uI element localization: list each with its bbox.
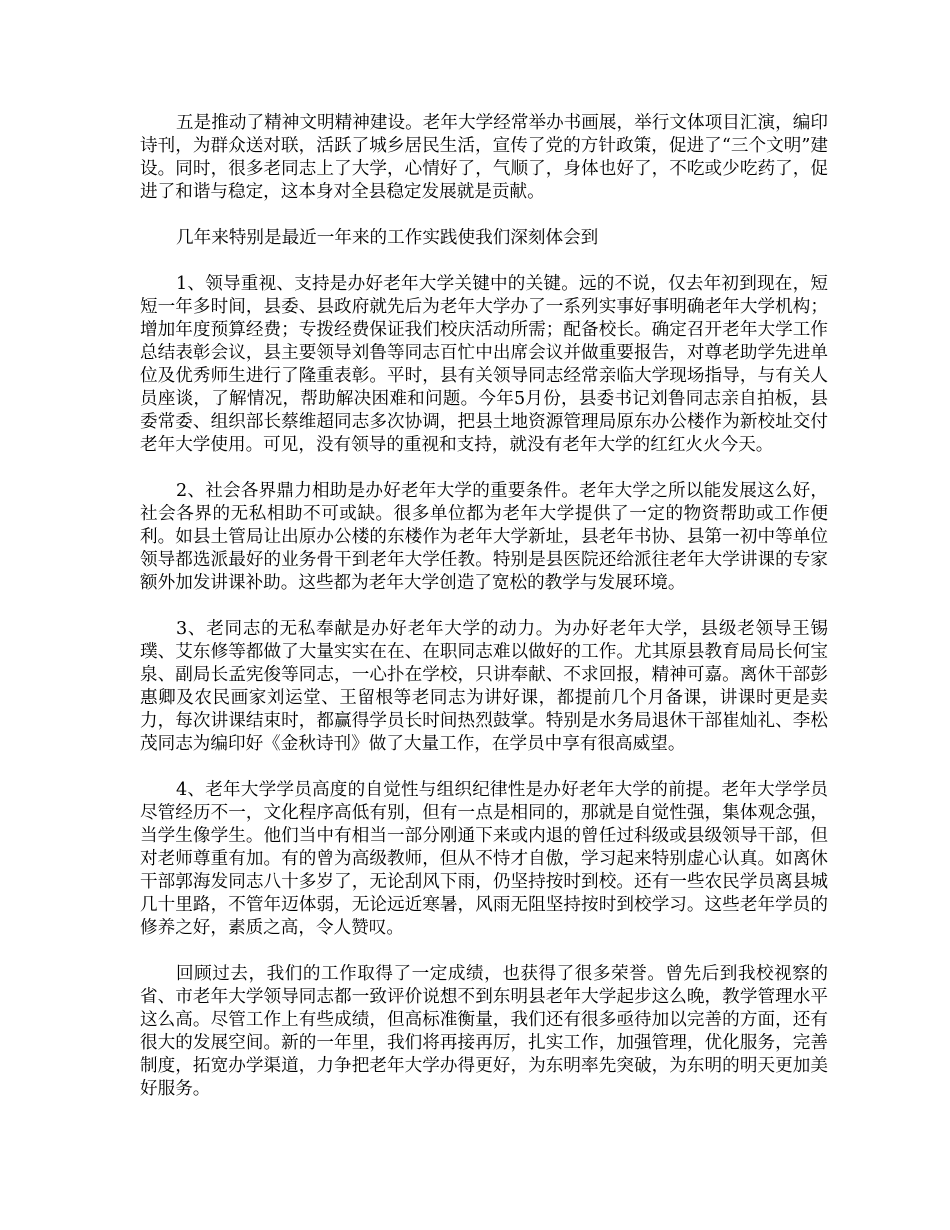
document-page [140, 112, 828, 1124]
paragraph-veteran-dedication: 3、老同志的无私奉献是办好老年大学的动力。为办好老年大学，县级老领导王锡璞、艾东修等都做了大量实实在在、在职同志难以做好的工作。尤其原县教育局局长何宝泉、副局长孟宪俊等同志，一心扑在学校，只讲奉献、不求回报，精神可嘉。离休干部彭惠卿及农民画家刘运堂、王留根等老同志为讲好课，都提前几个月备课，讲课时更是卖力，每次讲课结束时，都赢得学员长时间热烈鼓掌。特别是水务局退休干部崔灿礼、李松茂同志为编印好《金秋诗刊》做了大量工作，在学员中享有很高威望。 [140, 619, 828, 754]
paragraph-student-discipline: 4、老年大学学员高度的自觉性与组织纪律性是办好老年大学的前提。老年大学学员尽管经历不一，文化程序高低有别，但有一点是相同的，那就是自觉性强，集体观念强，当学生像学生。他们当中有相当一部分刚通下来或内退的曾任过科级或县级领导干部，但对老师尊重有加。有的曾为高级教师，但从不恃才自傲，学习起来特别虚心认真。如离休干部郭海发同志八十多岁了，无论刮风下雨，仍坚持按时到校。还有一些农民学员离县城几十里路，不管年迈体弱，无论远近寒暑，风雨无阻坚持按时到校学习。这些老年学员的修养之好，素质之高，令人赞叹。 [140, 780, 828, 938]
paragraph-spiritual-civilization: 五是推动了精神文明精神建设。老年大学经常举办书画展，举行文体项目汇演，编印诗刊，为群众送对联，活跃了城乡居民生活，宣传了党的方针政策，促进了“三个文明”建设。同时，很多老同志上了大学，心情好了，气顺了，身体也好了，不吃或少吃药了，促进了和谐与稳定，这本身对全县稳定发展就是贡献。 [140, 113, 828, 202]
paragraph-social-support: 2、社会各界鼎力相助是办好老年大学的重要条件。老年大学之所以能发展这么好，社会各界的无私相助不可或缺。很多单位都为老年大学提供了一定的物资帮助或工作便利。如县土管局让出原办公楼的东楼作为老年大学新址，县老年书协、县第一初中等单位领导都选派最好的业务骨干到老年大学任教。特别是县医院还给派往老年大学讲课的专家额外加发讲课补助。这些都为老年大学创造了宽松的教学与发展环境。 [140, 481, 828, 593]
paragraph-experience-intro: 几年来特别是最近一年来的工作实践使我们深刻体会到 [176, 228, 599, 248]
paragraph-leadership-support: 1、领导重视、支持是办好老年大学关键中的关键。远的不说，仅去年初到现在，短短一年多时间，县委、县政府就先后为老年大学办了一系列实事好事明确老年大学机构；增加年度预算经费；专拨经费保证我们校庆活动所需；配备校长。确定召开老年大学工作总结表彰会议，县主要领导刘鲁等同志百忙中出席会议并做重要报告，对尊老助学先进单位及优秀师生进行了隆重表彰。平时，县有关领导同志经常亲临大学现场指导，与有关人员座谈，了解情况，帮助解决困难和问题。今年5月份，县委书记刘鲁同志亲自拍板，县委常委、组织部长蔡维超同志多次协调，把县土地资源管理局原东办公楼作为新校址交付老年大学使用。可见，没有领导的重视和支持，就没有老年大学的红红火火今天。 [140, 274, 828, 455]
paragraph-review-outlook: 回顾过去，我们的工作取得了一定成绩，也获得了很多荣誉。曾先后到我校视察的省、市老年大学领导同志都一致评价说想不到东明县老年大学起步这么晚，教学管理水平这么高。尽管工作上有些成绩，但高标准衡量，我们还有很多亟待加以完善的方面，还有很大的发展空间。新的一年里，我们将再接再厉，扎实工作，加强管理，优化服务，完善制度，拓宽办学渠道，力争把老年大学办得更好，为东明率先突破，为东明的明天更加美好服务。 [140, 964, 828, 1099]
